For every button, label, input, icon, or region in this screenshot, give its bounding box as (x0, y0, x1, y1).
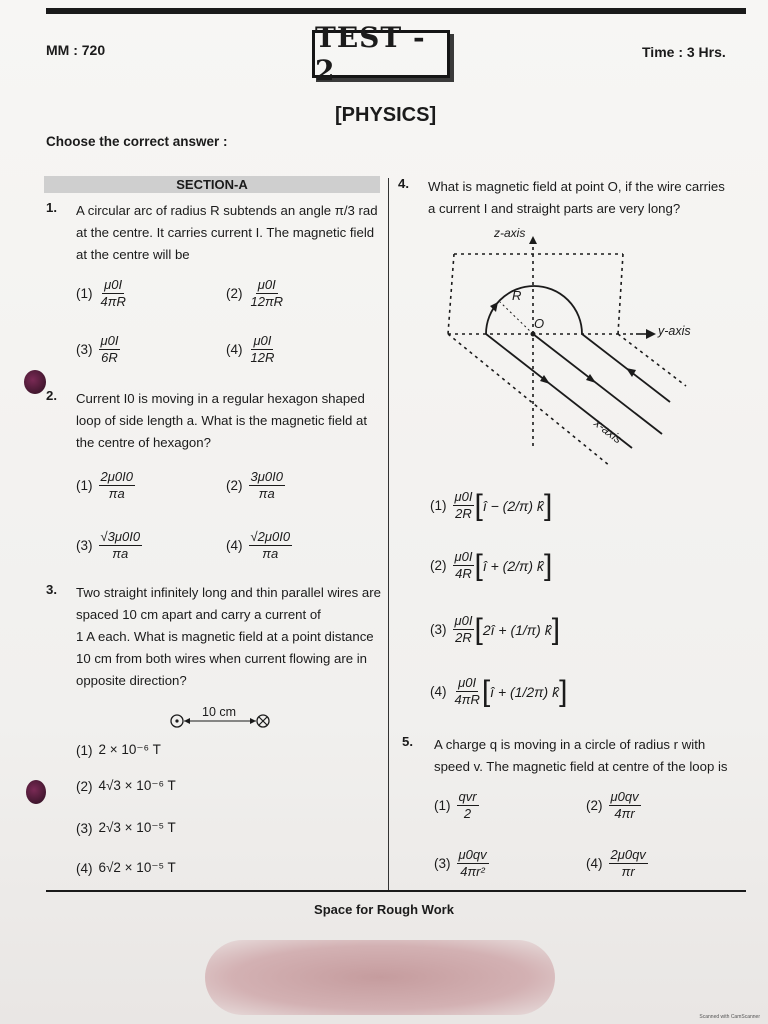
denominator: 12R (250, 350, 275, 365)
q1-option-3[interactable] (76, 334, 120, 365)
q3-line5: opposite direction? (76, 673, 187, 688)
option-text: 2 × 10⁻⁶ T (98, 742, 161, 757)
option-number: (4) (430, 684, 447, 699)
q3-number: 3. (46, 582, 57, 597)
q4-option-3[interactable] (430, 614, 560, 645)
q5-line2: speed v. The magnetic field at centre of the loop is (434, 759, 728, 774)
q3-text (76, 582, 381, 692)
denominator: πa (262, 546, 279, 561)
plane-right-edge (618, 254, 623, 334)
bracket-close: ] (543, 548, 553, 582)
q1-option-2[interactable] (226, 278, 285, 309)
z-axis-label: z-axis (494, 226, 526, 240)
q5-number: 5. (402, 734, 413, 749)
rough-work-label: Space for Rough Work (314, 902, 454, 917)
denominator: 6R (101, 350, 118, 365)
option-number: (4) (226, 538, 243, 553)
option-text: 4√3 × 10⁻⁶ T (98, 778, 176, 793)
q1-line1: A circular arc of radius R subtends an angle π/3 rad (76, 203, 378, 218)
denominator: 4πR (454, 692, 480, 707)
q5-option-2[interactable] (586, 790, 641, 821)
q2-text (76, 388, 381, 454)
option-number: (4) (586, 856, 603, 871)
q5-option-4[interactable] (586, 848, 648, 879)
q3-option-4[interactable] (76, 860, 176, 876)
q3-line3: 1 A each. What is magnetic field at a point distance (76, 629, 374, 644)
q4-option-2[interactable] (430, 550, 552, 581)
point-o-dot (531, 332, 536, 337)
numerator: μ0qv (458, 847, 487, 862)
q4-option-1[interactable] (430, 490, 552, 521)
denominator: 4R (455, 566, 472, 581)
denominator: 12πR (250, 294, 284, 309)
numerator: qvr (458, 789, 477, 804)
numerator: √3μ0I0 (100, 529, 141, 544)
bracket-close: ] (543, 488, 553, 522)
option-text: 2√3 × 10⁻⁵ T (98, 820, 176, 835)
bracket-open: [ (474, 612, 483, 646)
q5-text (434, 734, 750, 778)
option-number: (4) (226, 342, 243, 357)
numerator: μ0I (454, 549, 473, 564)
q1-text (76, 200, 381, 266)
numerator: μ0qv (610, 789, 639, 804)
option-number: (2) (430, 558, 447, 573)
numerator: μ0I (253, 333, 272, 348)
option-number: (1) (434, 798, 451, 813)
q1-option-1[interactable] (76, 278, 128, 309)
vector-bracket (474, 548, 553, 582)
q3-line2: spaced 10 cm apart and carry a current of (76, 607, 321, 622)
q3-distance-label: 10 cm (202, 705, 237, 719)
q5-option-3[interactable] (434, 848, 489, 879)
fraction (99, 530, 143, 561)
option-text: 6√2 × 10⁻⁵ T (98, 860, 176, 875)
q1-line3: at the centre will be (76, 247, 190, 262)
denominator: πa (112, 546, 129, 561)
wire-out-dot (175, 719, 178, 722)
denominator: 4πR (100, 294, 126, 309)
vector-expression: î + (2/π) k̂ (482, 557, 544, 574)
z-axis-arrow-icon (529, 236, 537, 244)
q3-line1: Two straight infinitely long and thin parallel wires are (76, 585, 381, 600)
q2-line2: loop of side length a. What is the magnetic field at (76, 413, 368, 428)
q4-wire-figure (430, 226, 700, 474)
option-number: (1) (76, 742, 93, 758)
q5-option-1[interactable] (434, 790, 479, 821)
q1-number: 1. (46, 200, 57, 215)
bracket-close: ] (551, 612, 561, 646)
vector-bracket (481, 674, 568, 708)
fraction (99, 278, 128, 309)
denominator: πr (621, 864, 635, 879)
fraction (249, 334, 277, 365)
vector-expression: 2î + (1/π) k̂ (482, 621, 552, 638)
bracket-open: [ (474, 548, 483, 582)
q4-number: 4. (398, 176, 409, 191)
denominator: πa (258, 486, 275, 501)
q2-option-3[interactable] (76, 530, 142, 561)
denominator: 4πr (614, 806, 635, 821)
fraction (457, 848, 489, 879)
numerator: 3μ0I0 (250, 469, 283, 484)
fraction (609, 848, 648, 879)
q3-line4: 10 cm from both wires when current flowing are in (76, 651, 367, 666)
y-axis-label: y-axis (658, 324, 691, 338)
vector-expression: î + (1/2π) k̂ (490, 683, 560, 700)
q4-line1: What is magnetic field at point O, if the wire carries (428, 179, 725, 194)
numerator: 2μ0I0 (100, 469, 133, 484)
finger-smudge (205, 940, 555, 1015)
fraction (453, 614, 475, 645)
q4-text (428, 176, 748, 220)
scanner-watermark: Scanned with CamScanner (699, 1014, 760, 1020)
denominator: 2 (463, 806, 472, 821)
numerator: √2μ0I0 (250, 529, 291, 544)
option-number: (1) (76, 286, 93, 301)
x-axis-label: x-axis (591, 416, 625, 447)
section-heading: SECTION-A (44, 176, 380, 193)
option-number: (1) (76, 478, 93, 493)
q4-option-4[interactable] (430, 676, 567, 707)
arrow-left-icon (184, 718, 190, 724)
arrow-right-icon (250, 718, 256, 724)
radius-line (500, 302, 533, 334)
numerator: μ0I (454, 613, 473, 628)
numerator: 2μ0qv (610, 847, 646, 862)
q3-wires-figure (168, 706, 273, 732)
q1-line2: at the centre. It carries current I. The magnetic field (76, 225, 375, 240)
subject-heading: [PHYSICS] (335, 104, 437, 126)
q2-line1: Current I0 is moving in a regular hexagon shaped (76, 391, 365, 406)
fraction (453, 676, 482, 707)
option-number: (2) (76, 778, 93, 794)
denominator: 4πr² (460, 864, 485, 879)
denominator: 2R (455, 506, 472, 521)
time-allowed: Time : 3 Hrs. (642, 44, 726, 60)
fraction (249, 530, 293, 561)
fraction (249, 470, 285, 501)
option-number: (4) (76, 860, 93, 876)
fraction (457, 790, 479, 821)
punch-hole-top (24, 370, 46, 394)
max-marks: MM : 720 (46, 42, 106, 58)
bracket-open: [ (474, 488, 483, 522)
test-title: TEST - 2 (312, 30, 450, 78)
numerator: μ0I (100, 333, 119, 348)
option-number: (1) (430, 498, 447, 513)
fraction (609, 790, 641, 821)
q2-option-2[interactable] (226, 470, 285, 501)
fraction (249, 278, 286, 309)
y-axis-arrow-icon (646, 329, 656, 339)
option-number: (3) (76, 342, 93, 357)
option-number: (2) (226, 478, 243, 493)
radius-label: R (512, 288, 522, 303)
bracket-close: ] (559, 674, 568, 708)
option-number: (3) (76, 820, 93, 836)
q5-line1: A charge q is moving in a circle of radius r with (434, 737, 706, 752)
option-number: (3) (76, 538, 93, 553)
plane-left-edge (448, 254, 454, 334)
q3-option-3[interactable] (76, 820, 176, 836)
q2-option-4[interactable] (226, 530, 292, 561)
bottom-rule (46, 890, 746, 892)
denominator: πa (108, 486, 125, 501)
option-number: (3) (430, 622, 447, 637)
option-number: (3) (434, 856, 451, 871)
q2-number: 2. (46, 388, 57, 403)
fraction (453, 550, 475, 581)
column-divider (388, 178, 389, 890)
q2-option-1[interactable] (76, 470, 135, 501)
vector-expression: î − (2/π) k̂ (482, 497, 544, 514)
q4-figure-svg (430, 226, 700, 474)
numerator: μ0I (257, 277, 276, 292)
q3-option-2[interactable] (76, 778, 176, 794)
q2-line3: the centre of hexagon? (76, 435, 211, 450)
plane-lower-right (618, 334, 686, 386)
numerator: μ0I (458, 675, 477, 690)
option-number: (2) (586, 798, 603, 813)
q1-option-4[interactable] (226, 334, 276, 365)
origin-label: O (534, 316, 545, 331)
fraction (453, 490, 475, 521)
fraction (99, 334, 121, 365)
option-number: (2) (226, 286, 243, 301)
bracket-open: [ (481, 674, 491, 708)
numerator: μ0I (454, 489, 473, 504)
punch-hole-bottom (26, 780, 46, 804)
top-rule (46, 8, 746, 14)
plane-lower-left (448, 334, 610, 466)
vector-bracket (474, 488, 553, 522)
fraction (99, 470, 135, 501)
q3-option-1[interactable] (76, 742, 161, 758)
vector-bracket (474, 612, 561, 646)
numerator: μ0I (104, 277, 123, 292)
instruction: Choose the correct answer : (46, 134, 228, 149)
q4-line2: a current I and straight parts are very long? (428, 201, 681, 216)
denominator: 2R (455, 630, 472, 645)
